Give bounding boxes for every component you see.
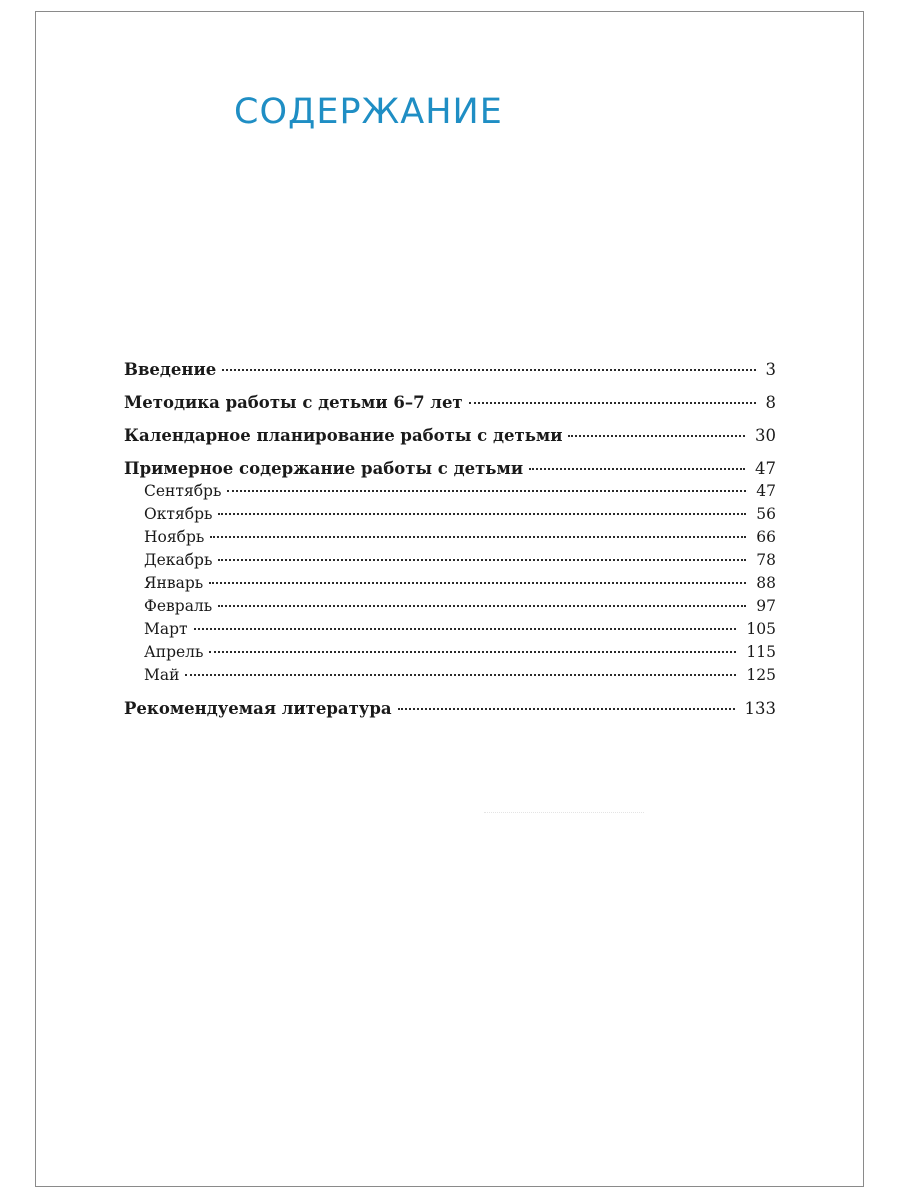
toc-subentry-page: 115: [746, 643, 776, 661]
toc-entry-page: 30: [755, 426, 776, 445]
dot-leader: [222, 369, 755, 371]
toc-entry-page: 3: [765, 360, 776, 379]
toc-subentry-november[interactable]: [124, 526, 776, 549]
toc-subentry-march[interactable]: [124, 618, 776, 641]
toc-entry-methodology[interactable]: [124, 391, 776, 414]
toc-subentry-may[interactable]: [124, 664, 776, 687]
toc-entry-calendar-planning[interactable]: [124, 424, 776, 447]
toc-subentry-label: Ноябрь: [144, 528, 205, 546]
toc-subentry-label: Март: [144, 620, 188, 638]
dot-leader: [218, 513, 746, 515]
toc-subentry-october[interactable]: [124, 503, 776, 526]
toc-entry-sample-content[interactable]: [124, 457, 776, 480]
table-of-contents: [124, 358, 776, 720]
toc-subentry-label: Апрель: [144, 643, 204, 661]
dot-leader: [185, 674, 736, 676]
dot-leader: [209, 582, 746, 584]
toc-entry-label: Методика работы с детьми 6–7 лет: [124, 393, 463, 412]
dot-leader: [210, 536, 746, 538]
toc-subentry-page: 56: [756, 505, 776, 523]
toc-subentry-page: 97: [756, 597, 776, 615]
toc-subentry-page: 125: [746, 666, 776, 684]
toc-subentry-page: 78: [756, 551, 776, 569]
toc-subentry-page: 66: [756, 528, 776, 546]
toc-subentry-label: Январь: [144, 574, 204, 592]
toc-subentry-page: 88: [756, 574, 776, 592]
toc-subentry-label: Февраль: [144, 597, 213, 615]
toc-subentry-february[interactable]: [124, 595, 776, 618]
toc-entry-page: 133: [744, 699, 776, 718]
toc-subentry-september[interactable]: [124, 480, 776, 503]
toc-entry-introduction[interactable]: [124, 358, 776, 381]
toc-entry-recommended-literature[interactable]: [124, 697, 776, 720]
toc-entry-label: Рекомендуемая литература: [124, 699, 392, 718]
dot-leader: [529, 468, 745, 470]
toc-subentry-label: Май: [144, 666, 180, 684]
toc-entry-page: 8: [765, 393, 776, 412]
toc-subentry-page: 105: [746, 620, 776, 638]
dot-leader: [398, 708, 735, 710]
document-page: [35, 11, 864, 1187]
toc-subentry-page: 47: [756, 482, 776, 500]
dot-leader: [469, 402, 756, 404]
dot-leader: [218, 559, 746, 561]
toc-subentry-april[interactable]: [124, 641, 776, 664]
toc-subentry-december[interactable]: [124, 549, 776, 572]
toc-entry-label: Календарное планирование работы с детьми: [124, 426, 563, 445]
toc-subentry-label: Декабрь: [144, 551, 213, 569]
toc-subentry-label: Октябрь: [144, 505, 213, 523]
dot-leader: [194, 628, 737, 630]
dot-leader: [568, 435, 745, 437]
toc-entry-label: Примерное содержание работы с детьми: [124, 459, 524, 478]
toc-entry-page: 47: [755, 459, 776, 478]
dot-leader: [209, 651, 736, 653]
page-title: СОДЕРЖАНИЕ: [234, 92, 503, 132]
faint-scan-marks: [484, 812, 644, 813]
dot-leader: [218, 605, 746, 607]
toc-subentry-label: Сентябрь: [144, 482, 222, 500]
toc-entry-label: Введение: [124, 360, 217, 379]
toc-subentry-january[interactable]: [124, 572, 776, 595]
dot-leader: [227, 490, 746, 492]
